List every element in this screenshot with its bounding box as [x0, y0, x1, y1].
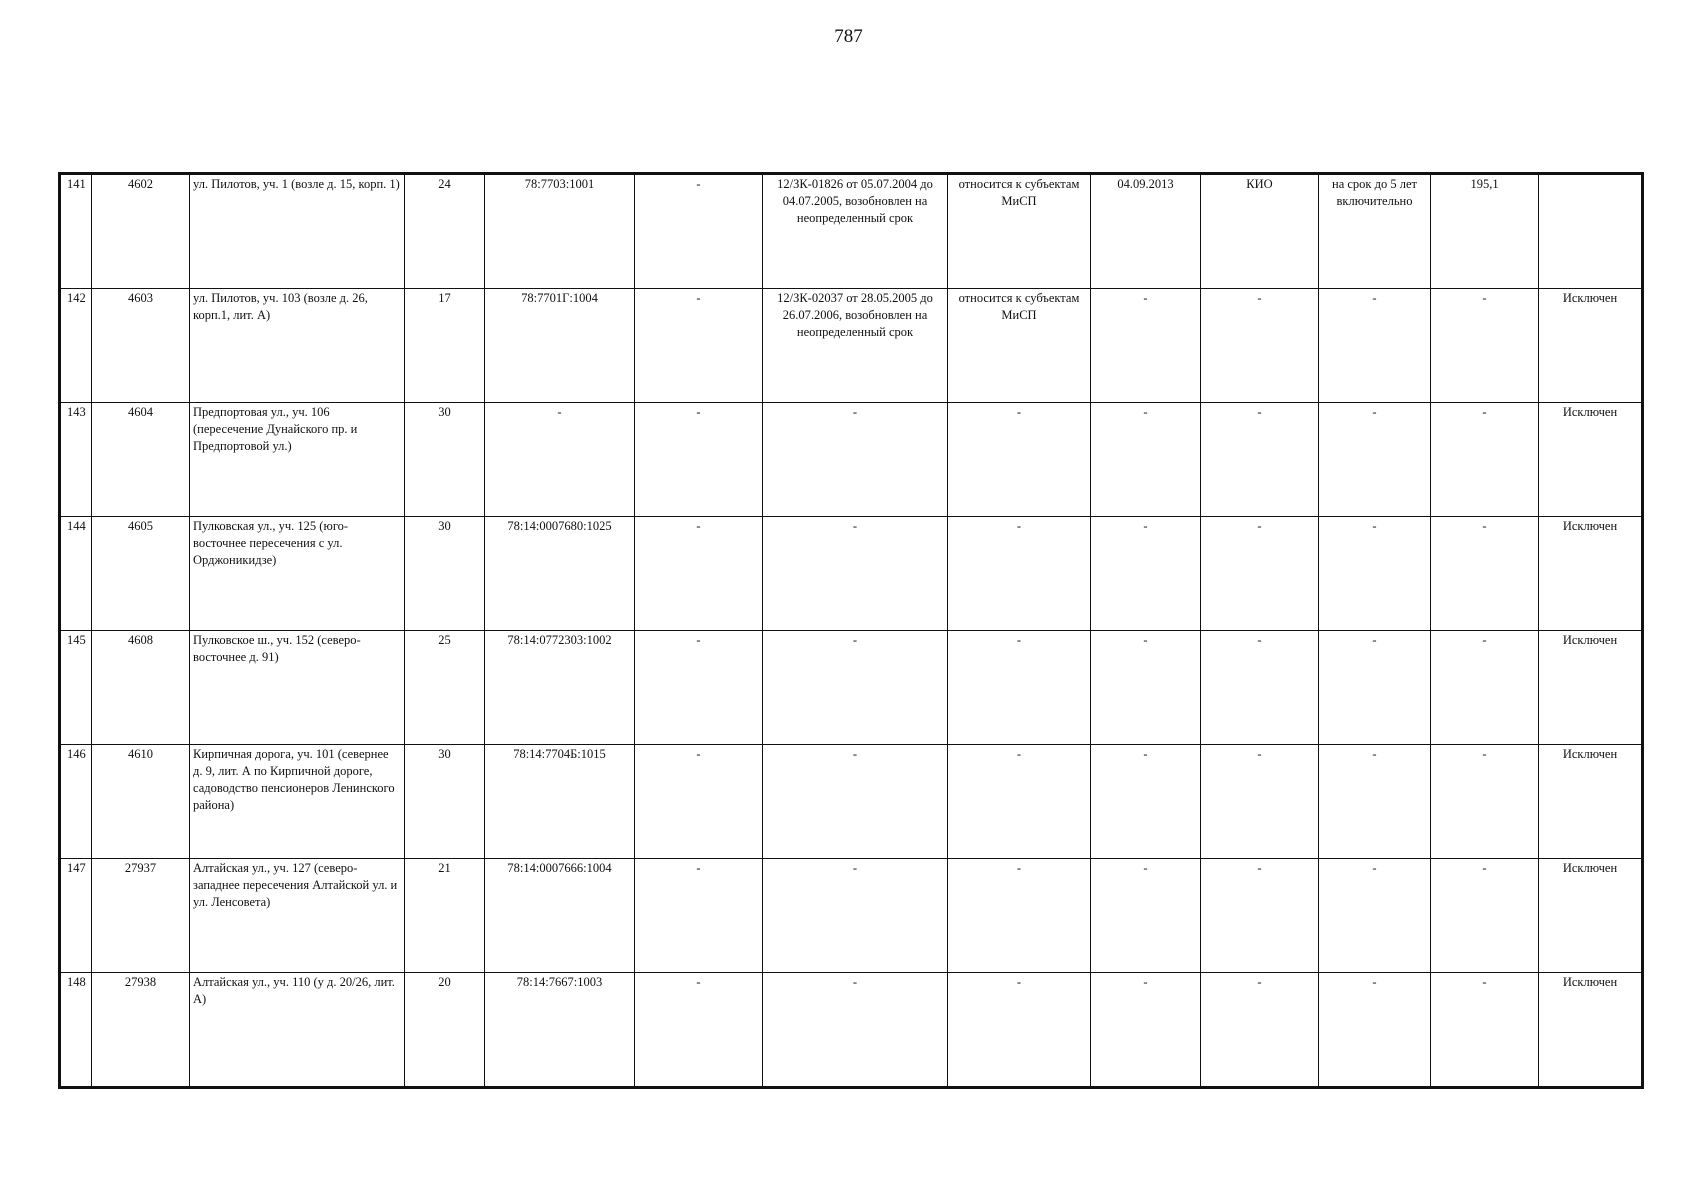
cell-cadastral-number: 78:7703:1001 [485, 174, 635, 289]
cell-value: - [1431, 289, 1539, 403]
cell-organization: - [1201, 631, 1319, 745]
cell-area: 21 [405, 859, 485, 973]
cell-area: 30 [405, 517, 485, 631]
cell-organization: - [1201, 745, 1319, 859]
cell-address: Пулковское ш., уч. 152 (северо-восточнее д. 91) [190, 631, 405, 745]
cell-column-6: - [635, 745, 763, 859]
cell-column-6: - [635, 517, 763, 631]
cell-cadastral-number: - [485, 403, 635, 517]
register-table [58, 172, 1644, 1089]
cell-organization: КИО [1201, 174, 1319, 289]
page-number: 787 [834, 26, 863, 47]
cell-value: - [1431, 745, 1539, 859]
cell-date: - [1091, 403, 1201, 517]
cell-contract: 12/ЗК-01826 от 05.07.2004 до 04.07.2005, возобновлен на неопределенный срок [763, 174, 948, 289]
cell-category: - [948, 859, 1091, 973]
table-row [60, 403, 1643, 517]
table-row [60, 973, 1643, 1088]
cell-date: - [1091, 973, 1201, 1088]
cell-category: - [948, 517, 1091, 631]
cell-term: - [1319, 289, 1431, 403]
cell-status: Исключен [1539, 973, 1643, 1088]
table-row [60, 859, 1643, 973]
cell-address: Пулковская ул., уч. 125 (юго-восточнее пересечения с ул. Орджоникидзе) [190, 517, 405, 631]
table-row [60, 517, 1643, 631]
cell-cadastral-number: 78:14:0007680:1025 [485, 517, 635, 631]
table-row [60, 745, 1643, 859]
cell-contract: - [763, 403, 948, 517]
cell-object-id: 4602 [92, 174, 190, 289]
cell-category: - [948, 403, 1091, 517]
cell-object-id: 27938 [92, 973, 190, 1088]
cell-status: Исключен [1539, 517, 1643, 631]
cell-column-6: - [635, 631, 763, 745]
cell-status: Исключен [1539, 631, 1643, 745]
cell-area: 30 [405, 403, 485, 517]
cell-value: - [1431, 859, 1539, 973]
cell-column-6: - [635, 174, 763, 289]
cell-object-id: 4608 [92, 631, 190, 745]
cell-row-number: 148 [60, 973, 92, 1088]
cell-term: - [1319, 859, 1431, 973]
cell-column-6: - [635, 973, 763, 1088]
cell-contract: - [763, 745, 948, 859]
cell-column-6: - [635, 403, 763, 517]
cell-address: Алтайская ул., уч. 127 (северо-западнее пересечения Алтайской ул. и ул. Ленсовета) [190, 859, 405, 973]
cell-term: - [1319, 973, 1431, 1088]
cell-cadastral-number: 78:14:0772303:1002 [485, 631, 635, 745]
cell-category: - [948, 973, 1091, 1088]
cell-organization: - [1201, 859, 1319, 973]
cell-cadastral-number: 78:14:7667:1003 [485, 973, 635, 1088]
cell-value: - [1431, 631, 1539, 745]
cell-area: 25 [405, 631, 485, 745]
cell-status [1539, 174, 1643, 289]
cell-organization: - [1201, 517, 1319, 631]
table-row [60, 174, 1643, 289]
cell-date: 04.09.2013 [1091, 174, 1201, 289]
cell-address: Алтайская ул., уч. 110 (у д. 20/26, лит. А) [190, 973, 405, 1088]
cell-address: Кирпичная дорога, уч. 101 (севернее д. 9, лит. А по Кирпичной дороге, садоводство пенсионеров Ленинского района) [190, 745, 405, 859]
cell-address: ул. Пилотов, уч. 103 (возле д. 26, корп.1, лит. А) [190, 289, 405, 403]
cell-contract: 12/ЗК-02037 от 28.05.2005 до 26.07.2006, возобновлен на неопределенный срок [763, 289, 948, 403]
cell-row-number: 144 [60, 517, 92, 631]
cell-area: 30 [405, 745, 485, 859]
cell-organization: - [1201, 973, 1319, 1088]
cell-cadastral-number: 78:7701Г:1004 [485, 289, 635, 403]
cell-cadastral-number: 78:14:0007666:1004 [485, 859, 635, 973]
cell-category: относится к субъектам МиСП [948, 174, 1091, 289]
cell-row-number: 141 [60, 174, 92, 289]
cell-organization: - [1201, 289, 1319, 403]
cell-area: 17 [405, 289, 485, 403]
cell-date: - [1091, 289, 1201, 403]
cell-category: - [948, 631, 1091, 745]
cell-status: Исключен [1539, 745, 1643, 859]
cell-term: - [1319, 745, 1431, 859]
cell-area: 20 [405, 973, 485, 1088]
cell-address: Предпортовая ул., уч. 106 (пересечение Дунайского пр. и Предпортовой ул.) [190, 403, 405, 517]
cell-row-number: 146 [60, 745, 92, 859]
table-row [60, 289, 1643, 403]
cell-value: 195,1 [1431, 174, 1539, 289]
cell-contract: - [763, 517, 948, 631]
cell-object-id: 4604 [92, 403, 190, 517]
cell-status: Исключен [1539, 289, 1643, 403]
cell-date: - [1091, 631, 1201, 745]
cell-date: - [1091, 517, 1201, 631]
cell-date: - [1091, 859, 1201, 973]
cell-term: - [1319, 517, 1431, 631]
cell-value: - [1431, 403, 1539, 517]
cell-object-id: 4605 [92, 517, 190, 631]
cell-contract: - [763, 859, 948, 973]
cell-row-number: 143 [60, 403, 92, 517]
cell-row-number: 147 [60, 859, 92, 973]
cell-value: - [1431, 973, 1539, 1088]
cell-date: - [1091, 745, 1201, 859]
cell-row-number: 142 [60, 289, 92, 403]
table-row [60, 631, 1643, 745]
cell-cadastral-number: 78:14:7704Б:1015 [485, 745, 635, 859]
cell-term: на срок до 5 лет включительно [1319, 174, 1431, 289]
cell-contract: - [763, 973, 948, 1088]
cell-category: относится к субъектам МиСП [948, 289, 1091, 403]
cell-column-6: - [635, 289, 763, 403]
cell-term: - [1319, 403, 1431, 517]
cell-row-number: 145 [60, 631, 92, 745]
cell-object-id: 27937 [92, 859, 190, 973]
cell-area: 24 [405, 174, 485, 289]
cell-value: - [1431, 517, 1539, 631]
cell-organization: - [1201, 403, 1319, 517]
cell-object-id: 4603 [92, 289, 190, 403]
cell-contract: - [763, 631, 948, 745]
cell-object-id: 4610 [92, 745, 190, 859]
cell-address: ул. Пилотов, уч. 1 (возле д. 15, корп. 1) [190, 174, 405, 289]
cell-column-6: - [635, 859, 763, 973]
cell-category: - [948, 745, 1091, 859]
cell-status: Исключен [1539, 403, 1643, 517]
cell-status: Исключен [1539, 859, 1643, 973]
cell-term: - [1319, 631, 1431, 745]
